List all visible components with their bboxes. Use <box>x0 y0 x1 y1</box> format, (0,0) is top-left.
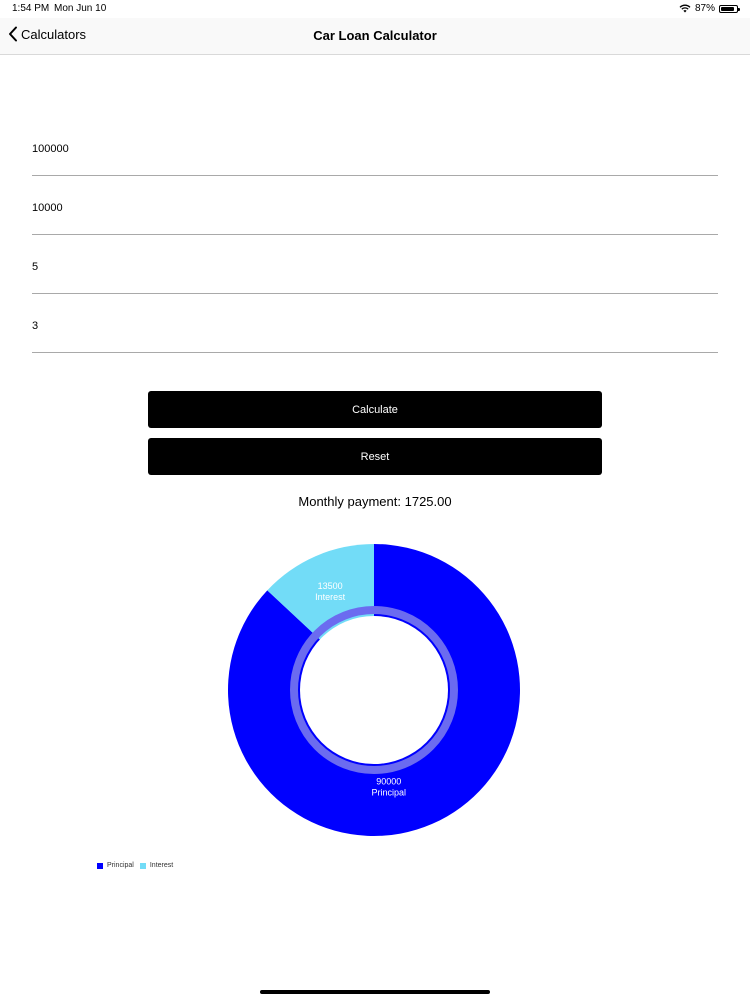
slice-name-principal: Principal <box>371 787 407 798</box>
legend-swatch-principal <box>97 863 103 869</box>
legend-label-principal: Principal <box>107 862 134 869</box>
reset-button[interactable]: Reset <box>148 438 602 475</box>
back-label: Calculators <box>21 26 87 42</box>
legend-item-interest <box>140 862 173 869</box>
slice-name-interest: Interest <box>315 592 346 603</box>
slice-value-interest: 13500 <box>317 581 343 592</box>
calculate-button[interactable]: Calculate <box>148 391 602 428</box>
status-time: 1:54 PM <box>12 3 50 14</box>
slice-value-principal: 90000 <box>376 776 402 787</box>
page-title: Car Loan Calculator <box>313 28 437 43</box>
monthly-payment-text: Monthly payment: 1725.00 <box>298 494 452 509</box>
legend-label-interest: Interest <box>149 862 174 869</box>
battery-percent: 87% <box>694 3 715 14</box>
status-date: Mon Jun 10 <box>54 3 107 14</box>
home-indicator <box>260 990 490 994</box>
legend-item-principal <box>97 862 134 869</box>
chart-legend <box>97 862 179 869</box>
donut-hole <box>300 616 448 764</box>
legend-swatch-interest <box>140 863 146 869</box>
